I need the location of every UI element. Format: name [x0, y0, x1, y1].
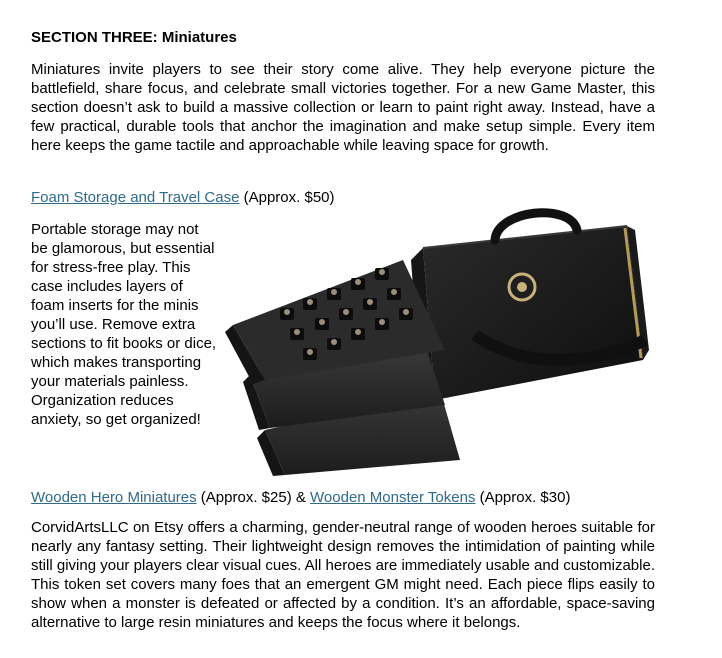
foam-case-price: (Approx. $50): [239, 189, 335, 206]
product-line-wooden: [31, 488, 655, 507]
wooden-description: CorvidArtsLLC on Etsy offers a charming, gender-neutral range of wooden heroes suitable for nearly any fantasy setting. Their lightweight design removes the intimidation of painting while still giving your players clear visual cues. All heroes are immediately usable and customizable. This token set covers many foes that an emergent GM might need. Each piece flips easily to show when a monster is defeated or affected by a condition. It’s an affordable, space-saving alternative to large resin miniatures and keeps the focus where it belongs.: [31, 519, 655, 631]
travel-bag: [411, 213, 649, 400]
foam-case-photo: [225, 200, 655, 480]
foam-case-description: Portable storage may not be glamorous, but essential for stress-free play. This case includes layers of foam inserts for the minis you’ll use. Remove extra sections to fit books or dice, which makes transporting your materials painless. Organization reduces anxiety, so get organized!: [31, 221, 217, 428]
wooden-monster-price: (Approx. $30): [475, 489, 571, 506]
wooden-hero-link[interactable]: Wooden Hero Miniatures: [31, 489, 197, 506]
wooden-monster-link[interactable]: Wooden Monster Tokens: [310, 489, 476, 506]
wooden-hero-price: (Approx. $25) &: [196, 489, 311, 506]
foam-case-link[interactable]: Foam Storage and Travel Case: [31, 189, 240, 206]
section-title: SECTION THREE: Miniatures: [31, 29, 237, 46]
intro-paragraph: Miniatures invite players to see their story come alive. They help everyone picture the battlefield, share focus, and celebrate small victories together. For a new Game Master, this section doesn’t ask to build a massive collection or learn to paint right away. Instead, have a few practical, durable tools that anchor the imagination and make setup simple. Every item here keeps the game tactile and approachable while leaving space for growth.: [31, 61, 655, 154]
